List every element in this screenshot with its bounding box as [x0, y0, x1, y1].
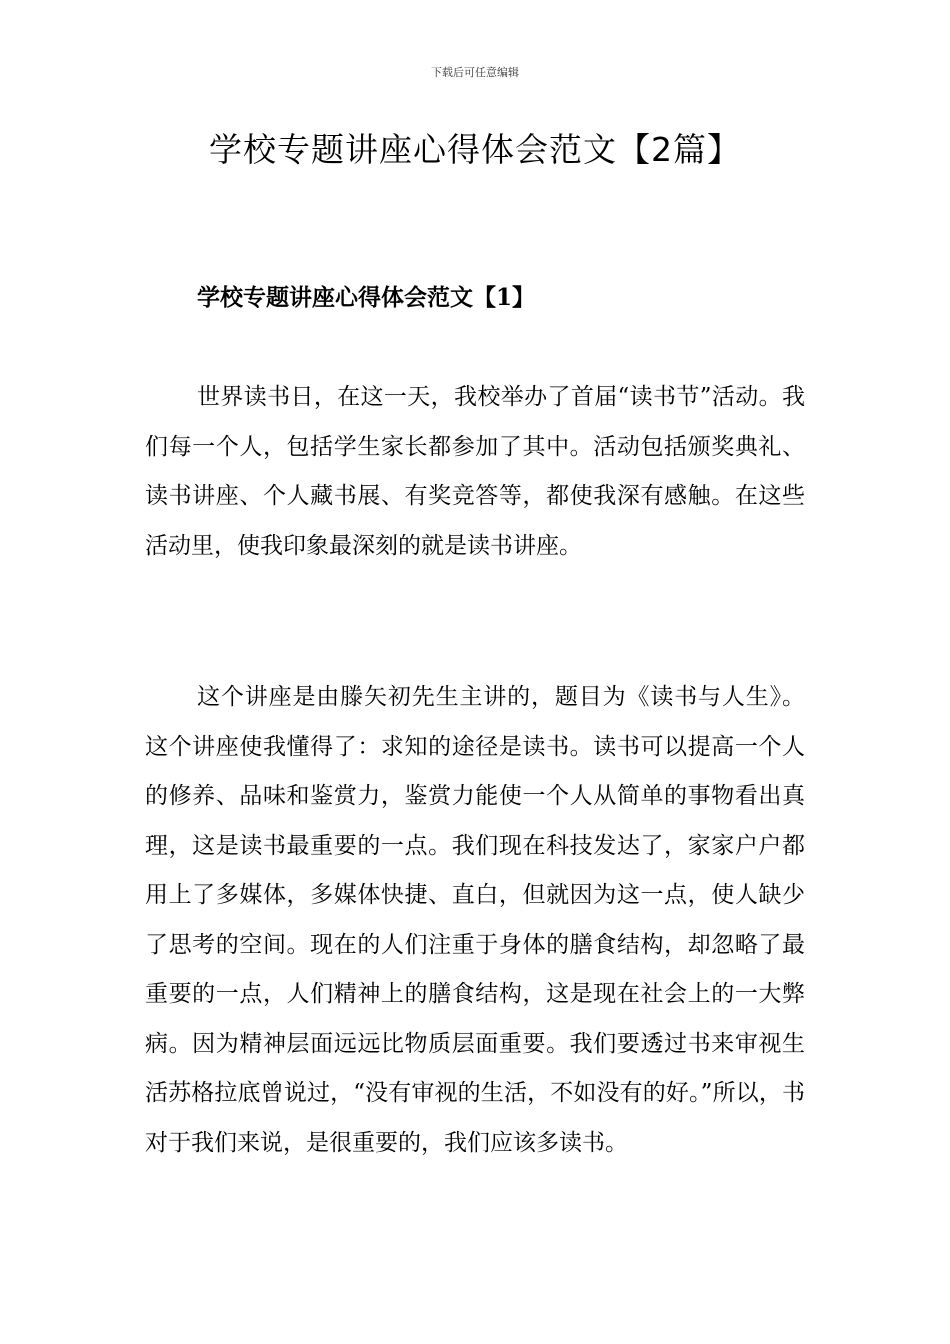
- document-title: 学校专题讲座心得体会范文【2篇】: [209, 130, 741, 169]
- header-note: 下载后可任意编辑: [431, 66, 519, 79]
- body-paragraph-1: 世界读书日，在这一天，我校举办了首届“读书节”活动。我们每一个人，包括学生家长都参加了其中。活动包括颁奖典礼、读书讲座、个人藏书展、有奖竞答等，都使我深有感触。在这些活动里，使我印象最深刻的就是读书讲座。: [145, 384, 805, 559]
- body-paragraph-2: 这个讲座是由滕矢初先生主讲的，题目为《读书与人生》。这个讲座使我懂得了：求知的途径是读书。读书可以提高一个人的修养、品味和鉴赏力，鉴赏力能使一个人从简单的事物看出真理，这是读书最重要的一点。我们现在科技发达了，家家户户都用上了多媒体，多媒体快捷、直白，但就因为这一点，使人缺少了思考的空间。现在的人们注重于身体的膳食结构，却忽略了最重要的一点，人们精神上的膳食结构，这是现在社会上的一大弊病。因为精神层面远远比物质层面重要。我们要透过书来审视生活苏格拉底曾说过，“没有审视的生活，不如没有的好。”所以，书对于我们来说，是很重要的，我们应该多读书。: [145, 684, 805, 1156]
- section-heading: 学校专题讲座心得体会范文【1】: [197, 284, 536, 311]
